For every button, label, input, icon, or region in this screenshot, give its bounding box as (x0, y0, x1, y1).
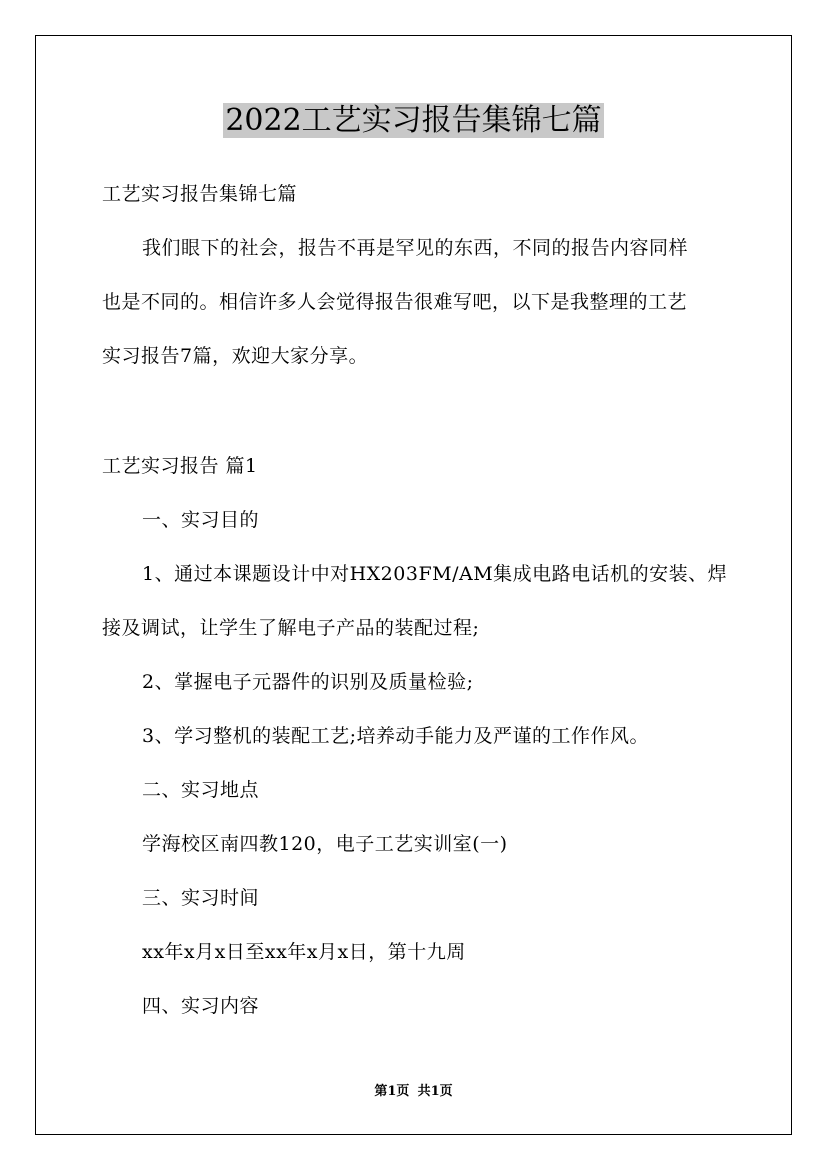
paragraph-line: 3、学习整机的装配工艺;培养动手能力及严谨的工作作风。 (142, 725, 649, 747)
document-title (0, 100, 827, 142)
section-heading: 工艺实习报告 篇1 (102, 455, 258, 477)
paragraph-line: 实习报告7篇，欢迎大家分享。 (102, 345, 369, 367)
page-footer (0, 1083, 827, 1101)
sub-heading: 二、实习地点 (142, 779, 260, 801)
sub-heading: 四、实习内容 (142, 995, 260, 1017)
paragraph-line: 也是不同的。相信许多人会觉得报告很难写吧，以下是我整理的工艺 (102, 291, 688, 313)
paragraph-line: 学海校区南四教120，电子工艺实训室(一) (142, 833, 508, 855)
document-title-text: 2022工艺实习报告集锦七篇 (225, 103, 602, 138)
sub-heading: 三、实习时间 (142, 887, 260, 909)
paragraph-line: 接及调试，让学生了解电子产品的装配过程; (102, 617, 480, 639)
sub-heading: 一、实习目的 (142, 509, 260, 531)
paragraph-line: 2、掌握电子元器件的识别及质量检验; (142, 671, 474, 693)
page-total: 共1页 (417, 1084, 453, 1099)
paragraph-line: 1、通过本课题设计中对HX203FM/AM集成电路电话机的安装、焊 (142, 563, 728, 585)
paragraph-line: xx年x月x日至xx年x月x日，第十九周 (142, 941, 466, 963)
page-number: 第1页 (374, 1084, 410, 1099)
doc-subtitle: 工艺实习报告集锦七篇 (102, 183, 298, 205)
paragraph-line: 我们眼下的社会，报告不再是罕见的东西，不同的报告内容同样 (142, 237, 689, 259)
